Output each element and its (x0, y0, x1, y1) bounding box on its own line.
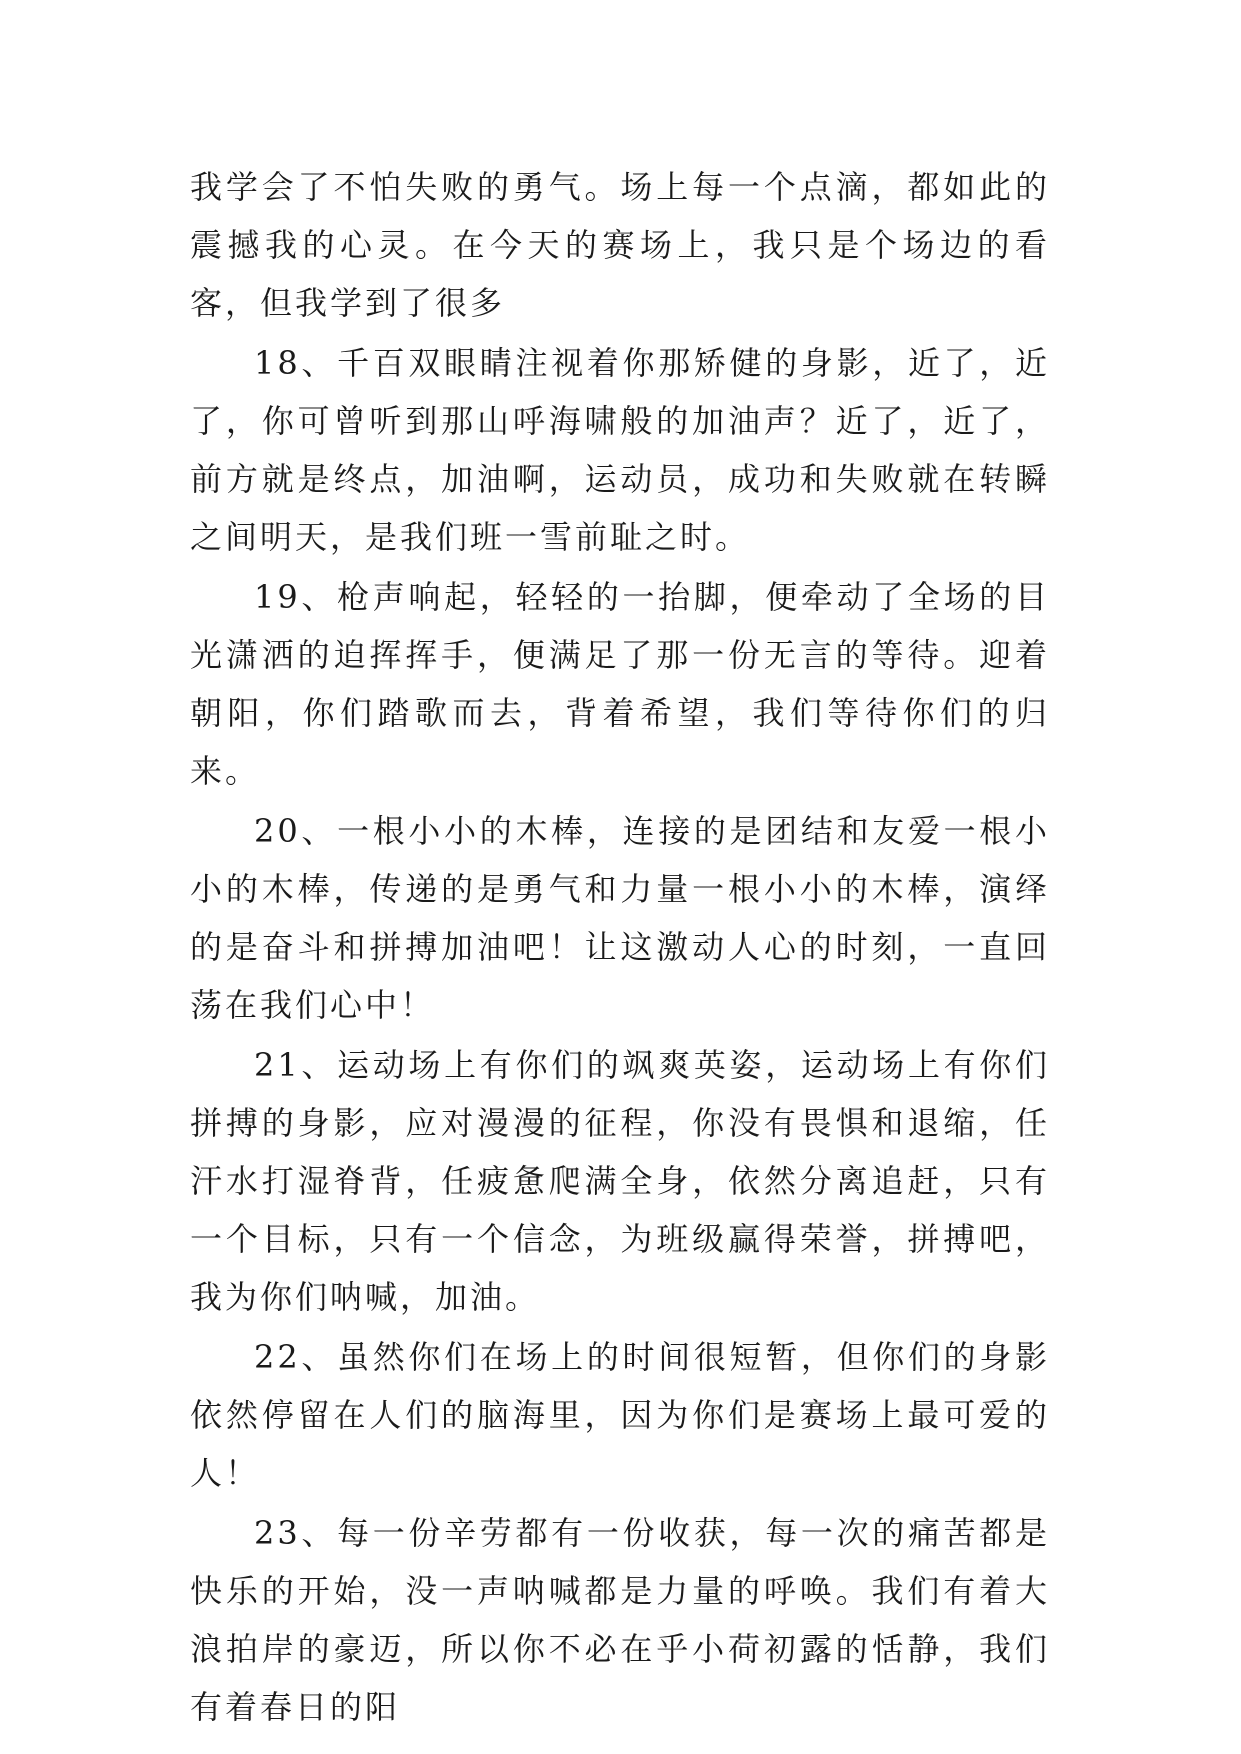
paragraph-21: 21、运动场上有你们的飒爽英姿，运动场上有你们拼搏的身影，应对漫漫的征程，你没有畏惧和退缩，任汗水打湿脊背，任疲惫爬满全身，依然分离追赶，只有一个目标，只有一个信念，为班级赢得荣誉，拼搏吧，我为你们呐喊，加油。 (190, 1046, 1050, 1316)
paragraph-23: 23、每一份辛劳都有一份收获，每一次的痛苦都是快乐的开始，没一声呐喊都是力量的呼唤。我们有着大浪拍岸的豪迈，所以你不必在乎小荷初露的恬静，我们有着春日的阳 (190, 1514, 1050, 1726)
paragraph-20: 20、一根小小的木棒，连接的是团结和友爱一根小小的木棒，传递的是勇气和力量一根小小的木棒，演绎的是奋斗和拼搏加油吧！让这激动人心的时刻，一直回荡在我们心中！ (190, 812, 1050, 1024)
paragraph-continuation: 我学会了不怕失败的勇气。场上每一个点滴，都如此的震撼我的心灵。在今天的赛场上，我只是个场边的看客，但我学到了很多 (190, 168, 1050, 322)
document-page (190, 158, 1050, 1736)
paragraph-19: 19、枪声响起，轻轻的一抬脚，便牵动了全场的目光潇洒的迫挥挥手，便满足了那一份无言的等待。迎着朝阳，你们踏歌而去，背着希望，我们等待你们的归来。 (190, 578, 1050, 790)
paragraph-18: 18、千百双眼睛注视着你那矫健的身影，近了，近了，你可曾听到那山呼海啸般的加油声？近了，近了，前方就是终点，加油啊，运动员，成功和失败就在转瞬之间明天，是我们班一雪前耻之时。 (190, 344, 1050, 556)
paragraph-22: 22、虽然你们在场上的时间很短暂，但你们的身影依然停留在人们的脑海里，因为你们是赛场上最可爱的人！ (190, 1338, 1050, 1492)
